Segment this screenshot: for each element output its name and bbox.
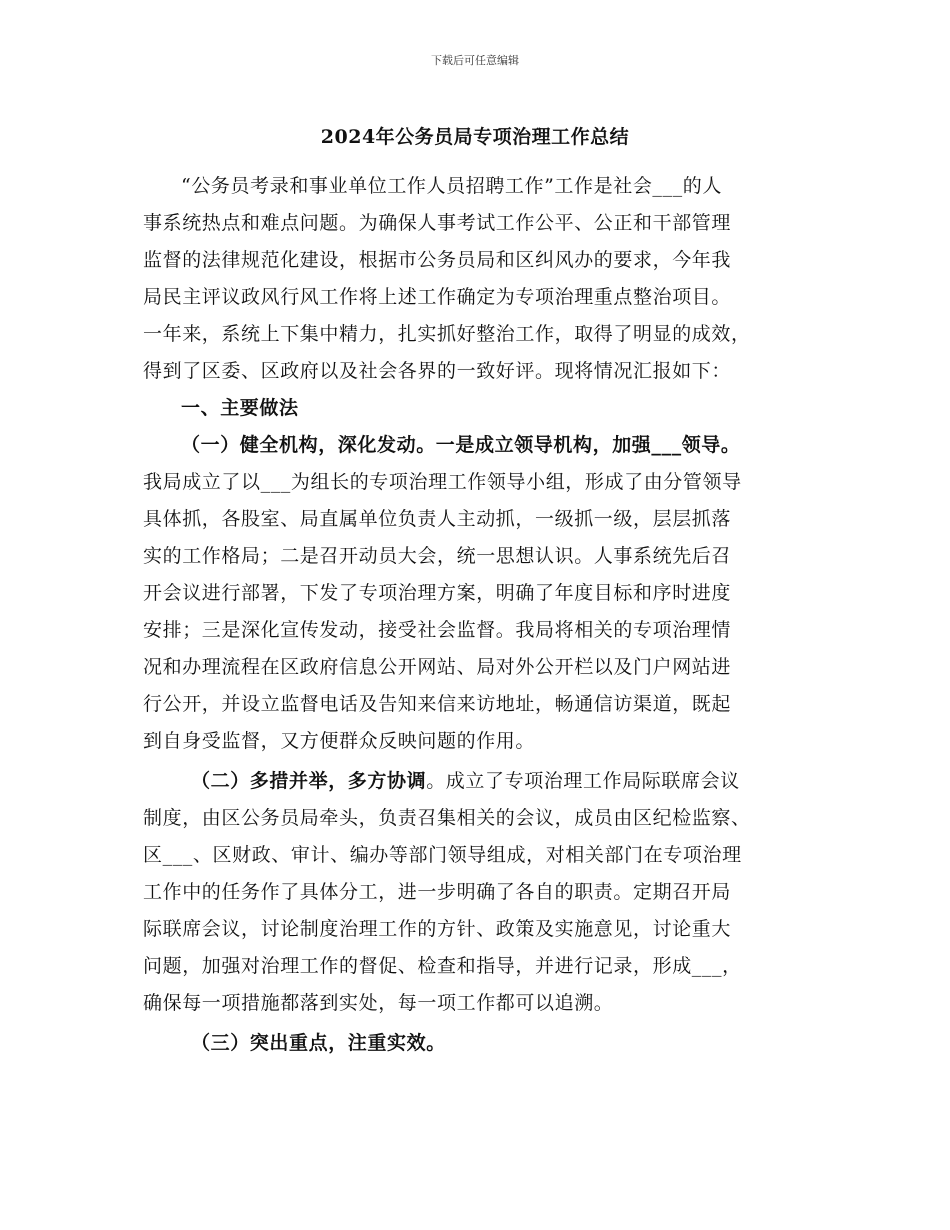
paragraph-line: 开会议进行部署，下发了专项治理方案，明确了年度目标和序时进度 [143,582,732,604]
subsection-heading: （二）多措并举，多方协调 [191,770,427,792]
paragraph-line: 制度，由区公务员局牵头，负责召集相关的会议，成员由区纪检监察、 [143,807,751,829]
paragraph-line: 况和办理流程在区政府信息公开网站、局对外公开栏以及门户网站进 [143,656,732,678]
paragraph-line: 区___、区财政、审计、编办等部门领导组成，对相关部门在专项治理 [143,844,742,866]
subsection-2 [143,763,813,1022]
paragraph-line: 到自身受监督，又方便群众反映问题的作用。 [143,730,536,752]
subsection-heading: （一）健全机构，深化发动。一是成立领导机构，加强___领导。 [181,434,741,456]
paragraph-text: 。成立了专项治理工作局际联席会议 [426,770,740,792]
paragraph-line: 局民主评议政风行风工作将上述工作确定为专项治理重点整治项目。 [143,286,732,308]
document-title: 2024年公务员局专项治理工作总结 [320,126,630,148]
paragraph-line: 行公开，并设立监督电话及告知来信来访地址，畅通信访渠道，既起 [143,693,732,715]
paragraph-line: 事系统热点和难点问题。为确保人事考试工作公平、公正和干部管理 [143,212,732,234]
document-body [143,168,813,1062]
paragraph-line: 际联席会议，讨论制度治理工作的方针、政策及实施意见，讨论重大 [143,918,732,940]
paragraph-line: 实的工作格局；二是召开动员大会，统一思想认识。人事系统先后召 [143,545,732,567]
subsection-heading: （三）突出重点，注重实效。 [191,1032,446,1054]
paragraph-line: 工作中的任务作了具体分工，进一步明确了各自的职责。定期召开局 [143,881,732,903]
paragraph-line: 一年来，系统上下集中精力，扎实抓好整治工作，取得了明显的成效， [143,323,751,345]
intro-paragraph [143,168,813,390]
section-heading: 一、主要做法 [181,397,299,419]
paragraph-line: 得到了区委、区政府以及社会各界的一致好评。现将情况汇报如下： [143,360,732,382]
paragraph-line: 确保每一项措施都落到实处，每一项工作都可以追溯。 [143,992,614,1014]
paragraph-line: 我局成立了以___为组长的专项治理工作领导小组，形成了由分管领导 [143,471,742,493]
paragraph-line: 具体抓，各股室、局直属单位负责人主动抓，一级抓一级，层层抓落 [143,508,732,530]
paragraph-line: “公务员考录和事业单位工作人员招聘工作”工作是社会___的人 [181,175,722,197]
paragraph-line [143,763,813,800]
subsection-1 [143,427,813,760]
paragraph-line: 监督的法律规范化建设，根据市公务员局和区纠风办的要求，今年我 [143,249,732,271]
paragraph-line: 安排；三是深化宣传发动，接受社会监督。我局将相关的专项治理情 [143,619,732,641]
header-note: 下载后可任意编辑 [431,54,519,67]
paragraph-line: 问题，加强对治理工作的督促、检查和指导，并进行记录，形成___， [143,955,742,977]
